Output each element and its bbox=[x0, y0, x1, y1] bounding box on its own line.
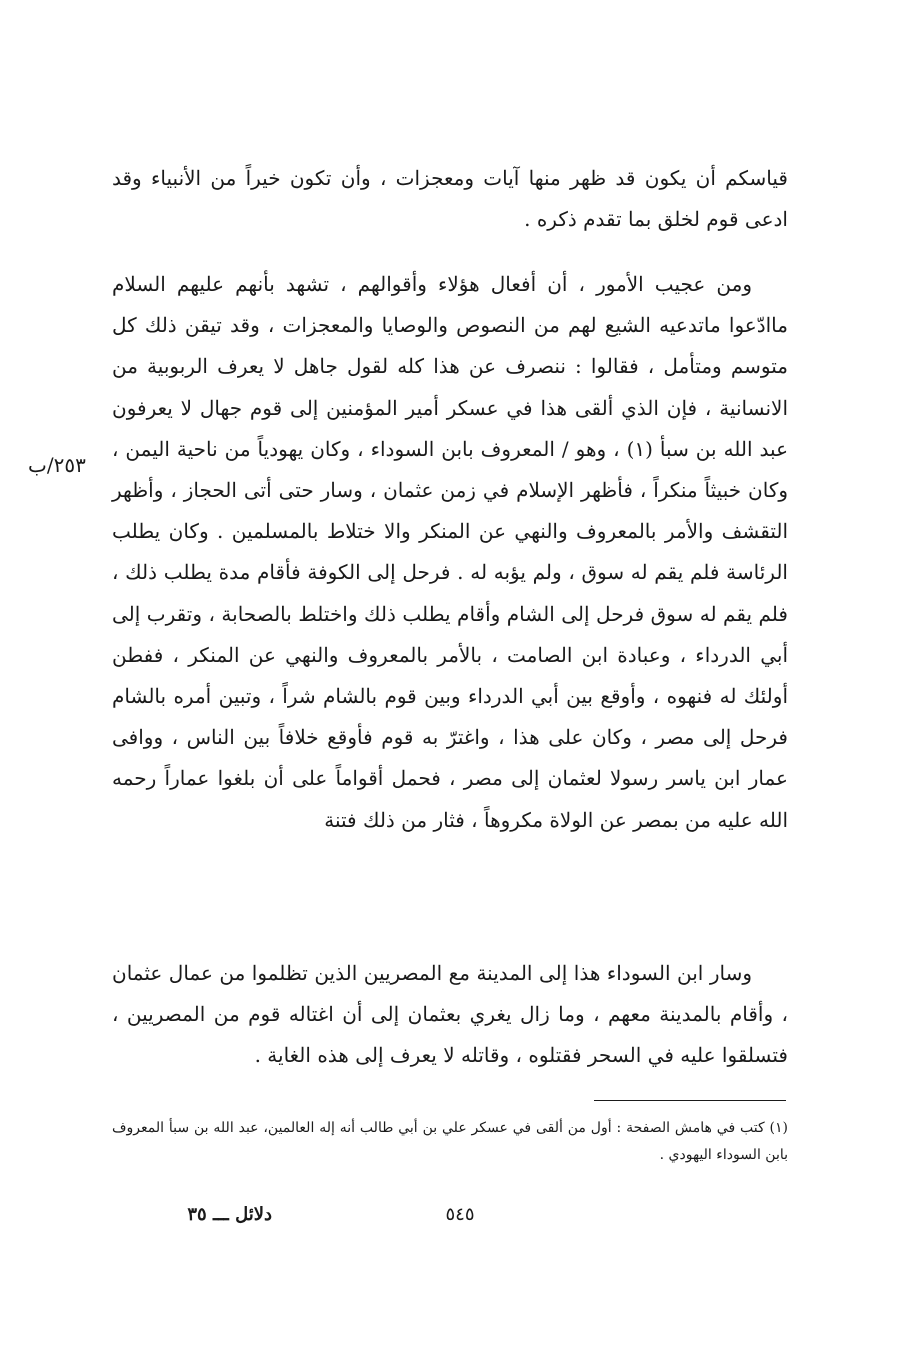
body-paragraph-1: قياسكم أن يكون قد ظهر منها آيات ومعجزات ، وأن تكون خيراً من الأنبياء وقد ادعى قوم لخلق بما تقدم ذكره . bbox=[112, 166, 788, 232]
page-number: ٥٤٥ bbox=[445, 1204, 475, 1225]
folio-margin-note: ٢٥٣/ب bbox=[28, 453, 86, 477]
body-paragraph-2: ومن عجيب الأمور ، أن أفعال هؤلاء وأقوالهم ، تشهد بأنهم عليهم السلام ماادّعوا ماتدعيه الشيع لهم من النصوص والوصايا والمعجزات ، وقد تيقن ذلك كل متوسم ومتأمل ، فقالوا : ننصرف عن هذا كله لقول جاهل لا يعرف الربوبية من الانسانية ، فإن الذي ألقى هذا في عسكر أمير المؤمنين إلى قوم جهال لا يعرفون عبد الله بن سبأ (١) ، وهو / المعروف بابن السوداء ، وكان يهودياً من ناحية اليمن ، وكان خبيثاً منكراً ، فأظهر الإسلام في زمن عثمان ، وسار حتى أتى الحجاز ، وأظهر التقشف والأمر بالمعروف والنهي عن المنكر والا ختلاط بالمسلمين . وكان يطلب الرئاسة فلم يقم له سوق ، ولم يؤبه له . فرحل إلى الكوفة فأقام مدة يطلب ذلك ، فلم يقم له سوق فرحل إلى الشام وأقام يطلب ذلك واختلط بالصحابة ، وتقرب إلى أبي الدرداء ، وعبادة ابن الصامت ، بالأمر بالمعروف والنهي عن المنكر ، ففطن أولئك له فنهوه ، وأوقع بين أبي الدرداء وبين قوم بالشام شراً ، وتبين أمره بالشام فرحل إلى مصر ، وكان على هذا ، واغترّ به قوم فأوقع خلافاً بين الناس ، ووافى عمار ابن ياسر رسولا لعثمان إلى مصر ، فحمل أقواماً على أن بلغوا عماراً رحمه الله عليه من بمصر عن الولاة مكروهاً ، فثار من ذلك فتنة bbox=[112, 272, 789, 832]
footnote-divider bbox=[594, 1100, 786, 1101]
body-paragraph-3: وسار ابن السوداء هذا إلى المدينة مع المصريين الذين تظلموا من عمال عثمان ، وأقام بالمدينة معهم ، وما زال يغري بعثمان إلى أن اغتاله قوم من المصريين ، فتسلقوا عليه في السحر فقتلوه ، وقاتله لا يعرف إلى هذه الغاية . bbox=[112, 961, 788, 1068]
footnote: (١) كتب في هامش الصفحة : أول من ألقى في عسكر علي بن أبي طالب أنه إله العالمين، عبد الله بن سبأ المعروف بابن السوداء اليهودي . bbox=[112, 1120, 788, 1163]
signature-mark: دلائل ـــ ٣٥ bbox=[187, 1204, 272, 1225]
